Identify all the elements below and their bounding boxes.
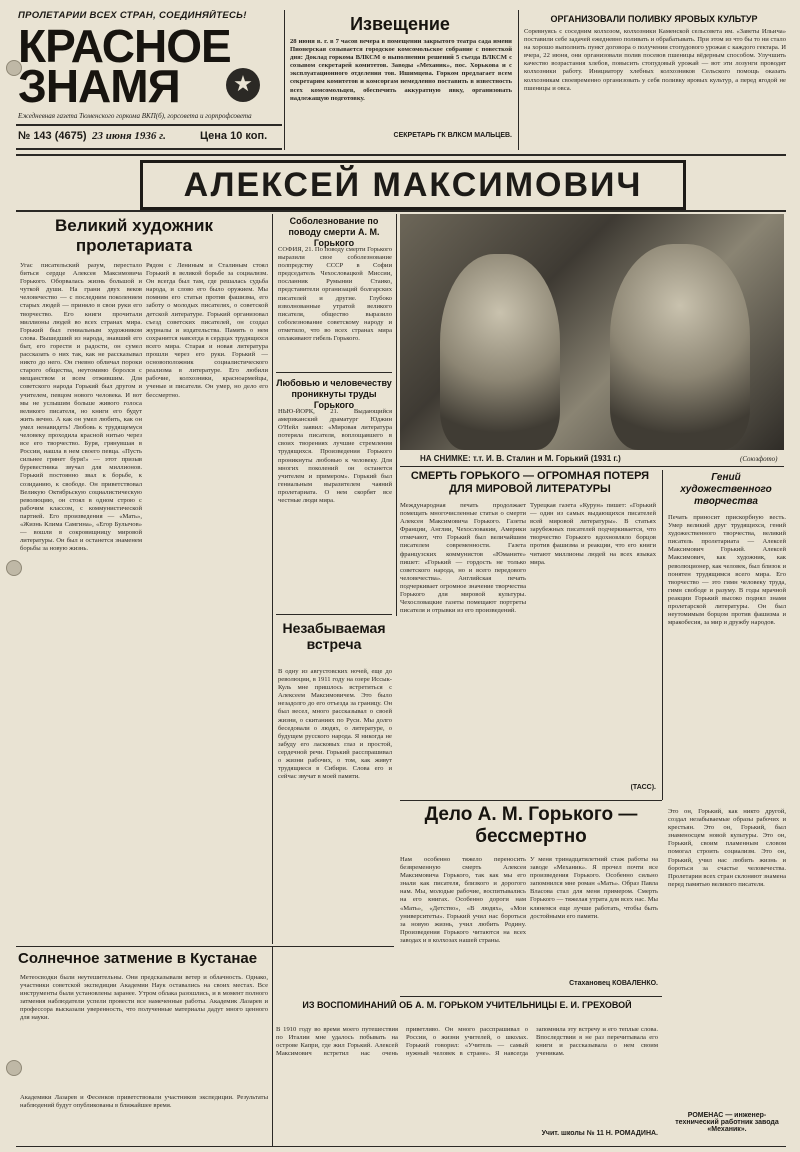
issue-date: 23 июня 1936 г. <box>92 130 166 142</box>
name-banner <box>140 160 686 210</box>
masthead-subtitle: Ежедневная газета Тюменского горкома ВКП(б), горсовета и горпрофсовета <box>18 112 252 120</box>
culture-body: Соревнуясь с соседним колхозом, колхозники Каменской сельсовета им. «Заветы Ильича» поставили себе задачей ежедневно поливать и обрабатывать. При этом из что бы то ни стало на хорошо выполнить пункт договора о получении стопудового урожая с каждого гектара. И вчера, 22 июня, они организовали полив посевов пшеницы вёдерным способом. Улучшить качество возрастания хлебов, повысить стопудовый урожай — вот эти лозунги проводят колхозники работу. Инициатору хлебных колхозников Сельского помощь оказать колхозникам своевременно организовать у себя поливку яровых культур, а перед ягодой не пшеницы и овса. <box>524 28 786 92</box>
issue-price: Цена 10 коп. <box>200 130 268 142</box>
culture-title: ОРГАНИЗОВАЛИ ПОЛИВКУ ЯРОВЫХ КУЛЬТУР <box>550 14 758 24</box>
article7-signature: Стахановец КОВАЛЕНКО. <box>569 980 658 987</box>
masthead-slogan: ПРОЛЕТАРИИ ВСЕХ СТРАН, СОЕДИНЯЙТЕСЬ! <box>18 10 247 21</box>
article2-title: Соболезнование по поводу смерти А. М. Горького <box>288 216 380 248</box>
article6-title: Гений художественного творчества <box>680 472 772 507</box>
article6-body: Печать приносит прискорбную весть. Умер великий друг трудящихся, гений художественного творчества, великий писатель пролетариата — Алексей Максимович Горький. Алексей Максимович, как художник, как революционер, как человек, был близок и понятен трудящимся всего мира. Его творчество — это гимн человеку труда, гимн свободе и разуму. В годы мрачной реакции Горький высоко поднял знамя пролетарской литературы. Он был неутомимым борцом против фашизма и мракобесия, за мир и дружбу народов. <box>668 514 786 627</box>
issue-number: № 143 (4675) <box>18 130 87 142</box>
photo-figure-right <box>610 244 750 450</box>
article6-body-col2: Это он, Горький, как никто другой, создал незабываемые образы рабочих и крестьян. Это он, Горький, был знаменосцем новой культуры. Это он, Горький, своим пламенным словом помогал строить социализм. Это он, Горький, учил нас любить жизнь и бороться за счастье человечества. Пролетарии всех стран склоняют знамена перед памятью великого писателя. <box>668 808 786 888</box>
article9-title: ИЗ ВОСПОМИНАНИЙ ОБ А. М. ГОРЬКОМ УЧИТЕЛЬНИЦЫ Е. И. ГРЕХОВОЙ <box>302 1000 632 1010</box>
masthead-title-2: ЗНАМЯ <box>18 66 180 106</box>
article5-body-col2: Турецкая газета «Курун» пишет: «Горький — один из самых выдающихся писателей всей мировой литературы». В статьях зарубежных писателей подчеркивается, что творчество Горького вдохновляло борцов против фашизма и реакции, что его книги читают миллионы людей на всех языках мира. <box>530 502 656 566</box>
article5-body: Международная печать продолжает помещать многочисленные статьи о смерти Алексея Максимовича Горького. Газеты Франции, Англии, Чехословакии, Америки отмечают, что Горький был величайшим писателем современности. Газета французских коммунистов «Юманите» пишет: «Горький — гордость не только советского народа, но и всего передового человечества». Английская печать подчеркивает огромное значение творчества Горького для мировой культуры. Чехословацкие газеты помещают портреты писателя и отрывки из его произведений. <box>400 502 526 615</box>
article1-title: Великий художник пролетариата <box>54 216 214 255</box>
article7-body-col2: У меня тринадцатилетний стаж работы на заводе «Механик». Я прочел почти все произведения Горького. Особенно сильно запомнился мне роман «Мать». Образ Павла Власова стал для меня примером. Смерть Горького — тяжелая утрата для всех нас. Мы клянемся еще лучше работать, чтобы быть достойными его памяти. <box>530 856 658 920</box>
article9-body: В 1910 году во время моего путешествия по Италии мне удалось побывать на острове Капри, где жил Горький. Алексей Максимович встретил нас очень приветливо. Он много расспрашивал о России, о жизни учителей, о школах. Горький говорил: «Учитель — самый нужный человек в стране». Я навсегда запомнила эту встречу и его теплые слова. Впоследствии я не раз перечитывала его книги и рассказывала о нем своим ученикам. <box>276 1026 658 1058</box>
article8-body: Метеосводки были неутешительны. Они предсказывали ветер и облачность. Однако, участники советской экспедиции Академии Наук оставались на своих местах. Все инструменты были установлены заранее. Утром облака разошлись, и в момент полного затмения наблюдатели успели провести все намеченные работы. Академик Лазарев и профессора высказали уверенность, что полученные материалы дадут много ценного для науки. <box>20 974 268 1022</box>
article8-title: Солнечное затмение в Кустанае <box>18 950 258 967</box>
article3-title: Любовью и человечеству проникнуты труды Горького <box>276 378 392 410</box>
article6-signature: РОМЕНАС — инженер-технический работник завода «Механик». <box>675 1112 779 1133</box>
photo-caption: НА СНИМКЕ: т.т. И. В. Сталин и М. Горький (1931 г.) <box>420 454 621 463</box>
article2-body: СОФИЯ, 21. По поводу смерти Горького выразили свое соболезнование полпредству СССР в Софии председатель Чехословацкой Миссии, посланник Румынии Стаико, представители организаций болгарских писателей и другие. Глубоко взволнованные утратой великого писателя, общество выразило соболезнование советскому народу и отметило, что во всех странах мира оплакивают гибель Горького. <box>278 246 392 343</box>
notice-title: Извещение <box>350 14 450 34</box>
article3-body: НЬЮ-ЙОРК, 21. Выдающийся американский драматург Юджин О'Нейл заявил: «Мировая литература потеряла писателя, воплощавшего в своих творениях лучшие стремления трудящихся. Произведения Горького проникнуты любовью к человеку. Для многих поколений он останется учителем и примером». Горький был гениальным выразителем чаяний пролетариата. О нем скорбят все честные люди мира. <box>278 408 392 505</box>
photo-credit: (Союзфото) <box>740 455 778 463</box>
article4-title: Незабываемая встреча <box>282 620 386 652</box>
notice-signature: СЕКРЕТАРЬ ГК ВЛКСМ МАЛЬЦЕВ. <box>393 132 512 139</box>
article5-title: СМЕРТЬ ГОРЬКОГО — ОГРОМНАЯ ПОТЕРЯ ДЛЯ МИРОВОЙ ЛИТЕРАТУРЫ <box>410 470 650 495</box>
article4-body: В одну из августовских ночей, еще до революции, в 1911 году на озере Иссык-Куль мне пришлось встретиться с Алексеем Максимовичем. Это было незадолго до его отъезда за границу. Он был весел, много рассказывал о своей жизни, о скитаниях по Руси. Мы долго беседовали о людях, о литературе, о будущем русского народа. Я никогда не забуду его ласковых глаз и простой, сердечной речи. Горький расспрашивал о жизни рабочих, о том, как живут трудящиеся в Сибири. Слова его и сейчас звучат в моей памяти. <box>278 668 392 781</box>
banner-name: АЛЕКСЕЙ МАКСИМОВИЧ <box>183 166 643 204</box>
masthead-star-emblem: ★ <box>226 68 260 102</box>
article9-signature: Учит. школы № 11 Н. РОМАДИНА. <box>541 1130 658 1137</box>
article1-body: Угас писательский разум, перестало биться сердце Алексея Максимовича Горького. Оборвалась жизнь большой и чуткой души. На грани двух веков человечество — с последним поколением старых людей — приняло в свои руки его творчество. Его книги прочитали миллионы людей во всех странах мира. Горький был гениальным художником слова. Вышедший из народа, знавший его быт, его горести и радости, он сумел рассказать о них так, как не рассказывал никто до него. Он гневно обличал пороки старого общества, неутомимо боролся с мещанством и всем отжившим. Для советского народа Горький был другом и учителем, певцом нового человека. И вот мы не услышим больше живого голоса великого писателя, но книги его будут жить вечно. А как он умел любить, как он умел ненавидеть! Любовь к трудящемуся человеку проходила красной нитью через все его творчество. Буря, грянувшая в России, нашла в нем своего певца. «Пусть сильнее грянет буря!» — этот призыв буревестника звучал для миллионов. Горький постоянно звал к борьбе, к созиданию, к свободе. Он приветствовал Великую Октябрьскую социалистическую революцию, он стоял в одном строю с рабочим классом, с коммунистической партией. Его произведения — «Мать», «Жизнь Клима Самгина», «Егор Булычов» — вошли в сокровищницу мировой литературы. Он был и останется знаменем борьбы за новую жизнь. <box>20 262 142 553</box>
notice-body: 28 июня в. г. в 7 часов вечера в помещении закрытого театра сада имени Пионерская созывается городское комсомольское собрание с повесткой дня: Доклад горкома ВЛКСМ о выполнении решений 5 съезда ВЛКСМ с созывом секретарей комитетов. Заводы «Механик», пос. Хорькова и с эксплуатационного отделения тов. Ишимцева. Горком предлагает всем секретарям комитетов и комсоргам немедленно поставить в известность всех комсомольцев, обеспечить аккуратную явку, организовать надлежащую подготовку. <box>290 38 512 102</box>
article8-body-col2: Академики Лазарев и Фесенков приветствовали участников экспедиции. Результаты наблюдений будут опубликованы в ближайшее время. <box>20 1094 268 1110</box>
article7-title: Дело А. М. Горького — бессмертно <box>424 804 638 847</box>
article5-signature: (ТАСС). <box>630 784 656 791</box>
article7-body: Нам особенно тяжело переносить безвременную смерть Алексея Максимовича Горького, так как мы его знали как писателя, близкого и дорогого нам. Мы, молодые рабочие, воспитывались на его книгах. Особенно дороги нам «Мать», «Детство», «В людях», «Мои университеты». Горький учил нас бороться за новую жизнь, учил любить Родину. Произведения Горького читаются на всех заводах и в колхозах нашей страны. <box>400 856 526 944</box>
masthead-title-1: КРАСНОЕ <box>18 26 231 66</box>
article1-body-col2: Рядом с Лениным и Сталиным стоял Горький в великой борьбе за социализм. Он всегда был там, где решалась судьба народа, и слово его было оружием. Мы помним его статьи против фашизма, его заботу о молодых писателях, о советской детской литературе. Горький организовал съезд советских писателей, он создал журналы и издательства. Память о нем сохранится навсегда в сердцах трудящихся всего мира. Старая и новая литература прошли через его руки. Горький — основоположник социалистического реализма в литературе. Его любили рабочие, колхозники, красноармейцы, ученые и писатели. Он умер, но дело его бессмертно. <box>146 262 268 399</box>
stalin-gorky-photo <box>400 214 784 450</box>
photo-figure-left <box>440 254 560 450</box>
